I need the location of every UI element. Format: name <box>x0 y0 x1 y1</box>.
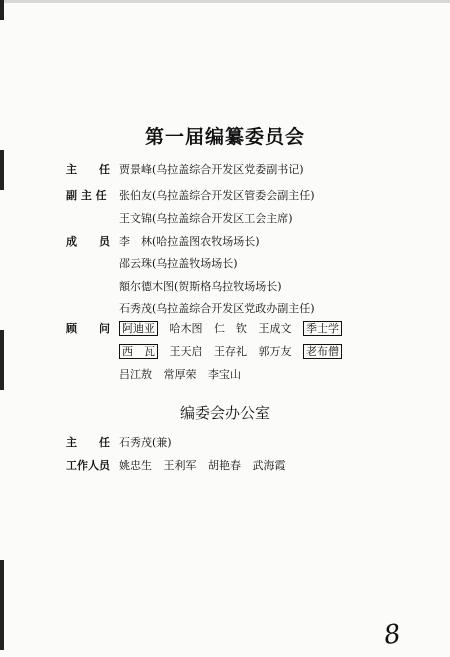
advisor-line <box>119 322 350 336</box>
advisor-name: 哈木图 <box>169 322 203 335</box>
member-name: 石秀茂(乌拉盖综合开发区党政办副主任) <box>119 302 315 315</box>
advisor-name-boxed: 阿迪亚 <box>119 321 158 336</box>
advisor-name: 王成文 <box>258 322 292 335</box>
member-name: 邵云珠(乌拉盖牧场场长) <box>119 257 238 270</box>
advisor-line <box>119 345 350 359</box>
scan-edge-mark <box>0 330 4 390</box>
staff-name: 姚忠生 <box>119 459 152 472</box>
office-director-label: 主 任 <box>66 436 110 449</box>
advisor-name: 常厚荣 <box>163 368 197 381</box>
scan-edge-mark <box>0 150 4 190</box>
advisor-name: 郭万友 <box>258 345 292 358</box>
page-title: 第一届编纂委员会 <box>144 126 305 148</box>
advisor-name: 吕江敖 <box>119 368 152 381</box>
advisor-name-boxed: 西 瓦 <box>119 344 158 359</box>
deputy-name: 张伯友(乌拉盖综合开发区管委会副主任) <box>119 189 315 202</box>
deputy-label: 副 主 任 <box>66 189 107 202</box>
advisor-name-boxed: 季士学 <box>303 321 342 336</box>
scan-edge-mark <box>0 560 4 650</box>
staff-name: 胡艳春 <box>208 459 241 472</box>
advisor-name: 李宝山 <box>208 368 241 381</box>
advisor-name: 王天启 <box>169 345 203 358</box>
deputy-name: 王文锦(乌拉盖综合开发区工会主席) <box>119 212 293 225</box>
members-label: 成 员 <box>66 235 110 248</box>
member-name: 李 林(哈拉盖图农牧场场长) <box>119 235 260 248</box>
advisor-name: 王存礼 <box>214 345 247 358</box>
advisor-line <box>119 368 249 382</box>
office-staff-label: 工作人员 <box>66 459 110 472</box>
director-label: 主 任 <box>66 163 110 176</box>
advisors-label: 顾 问 <box>66 322 110 335</box>
scan-top-shadow <box>0 0 450 3</box>
advisor-name-boxed: 老布僧 <box>303 344 342 359</box>
office-title: 编委会办公室 <box>179 404 270 422</box>
office-staff-list <box>119 459 294 473</box>
advisor-name: 仁 钦 <box>214 322 247 335</box>
scan-left-edge <box>0 0 6 657</box>
director-name: 贾景峰(乌拉盖综合开发区党委副书记) <box>119 163 304 176</box>
member-name: 額尔德木图(贺斯格乌拉牧场场长) <box>119 280 282 293</box>
handwritten-page-number: 8 <box>381 618 403 652</box>
scan-edge-mark <box>0 0 4 20</box>
office-director-name: 石秀茂(兼) <box>119 436 172 449</box>
staff-name: 武海霞 <box>252 459 286 472</box>
staff-name: 王利军 <box>163 459 197 472</box>
